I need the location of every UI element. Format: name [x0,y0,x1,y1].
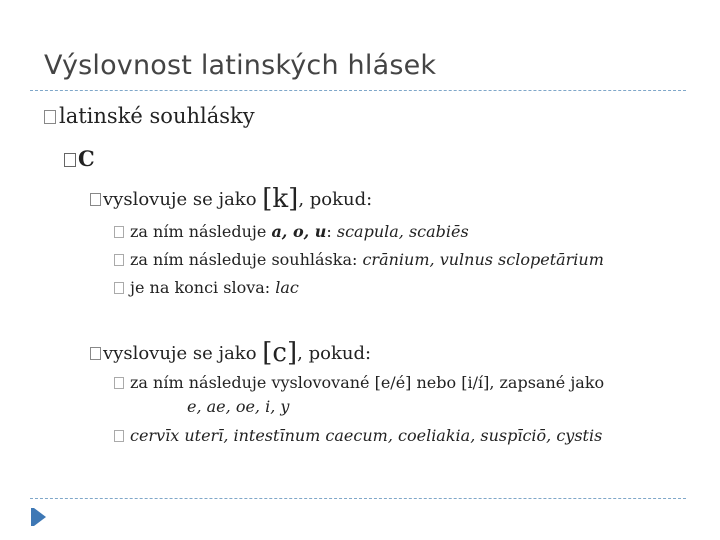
item-example: crānium, vulnus sclopetārium [362,250,604,269]
checkbox-bullet-icon [114,430,124,442]
checkbox-bullet-icon [90,347,101,360]
footer-divider [30,498,686,499]
title-divider [30,90,686,91]
rule-c-sound: [c] [262,338,298,368]
level1-text: latinské souhlásky [59,104,255,128]
bullet-level1 [44,104,255,128]
rule-k-item-2 [114,250,604,269]
rule-k-item-1 [114,222,469,241]
rule-k-sound: [k] [262,184,299,214]
bullet-level2 [64,146,95,171]
item-lead: je na konci slova: [130,278,276,297]
checkbox-bullet-icon [114,282,124,294]
checkbox-bullet-icon [64,153,76,167]
item-sep: : [326,222,337,241]
item-emph: a, o, u [271,222,327,241]
rule-c-intro: vyslovuje se jako [103,343,263,364]
rule-c-item-1-continuation [187,397,289,416]
checkbox-bullet-icon [114,226,124,238]
item-continuation: e, ae, oe, i, y [187,397,290,416]
rule-k-item-3 [114,278,299,297]
item-lead: za ním následuje souhláska: [130,250,363,269]
checkbox-bullet-icon [44,110,56,124]
rule-k-heading [90,184,372,214]
item-example: scapula, scabiēs [336,222,469,241]
rule-c-item-1 [114,373,604,392]
checkbox-bullet-icon [114,377,124,389]
rule-c-item-2 [114,426,602,445]
rule-k-intro: vyslovuje se jako [103,189,263,210]
item-lead: za ním následuje vyslovované [e/é] nebo [i/í], zapsané jako [130,373,605,392]
checkbox-bullet-icon [114,254,124,266]
rule-k-after: , pokud: [298,189,373,210]
item-lead: za ním následuje [130,222,272,241]
rule-c-after: , pokud: [297,343,372,364]
level2-text: C [78,146,95,171]
slide-title: Výslovnost latinských hlásek [44,50,437,81]
item-example: lac [275,278,299,297]
checkbox-bullet-icon [90,193,101,206]
rule-c-heading [90,338,371,368]
play-triangle-icon[interactable] [34,508,46,526]
item-example: cervīx uterī, intestīnum caecum, coeliakia, suspīciō, cystis [130,426,603,445]
